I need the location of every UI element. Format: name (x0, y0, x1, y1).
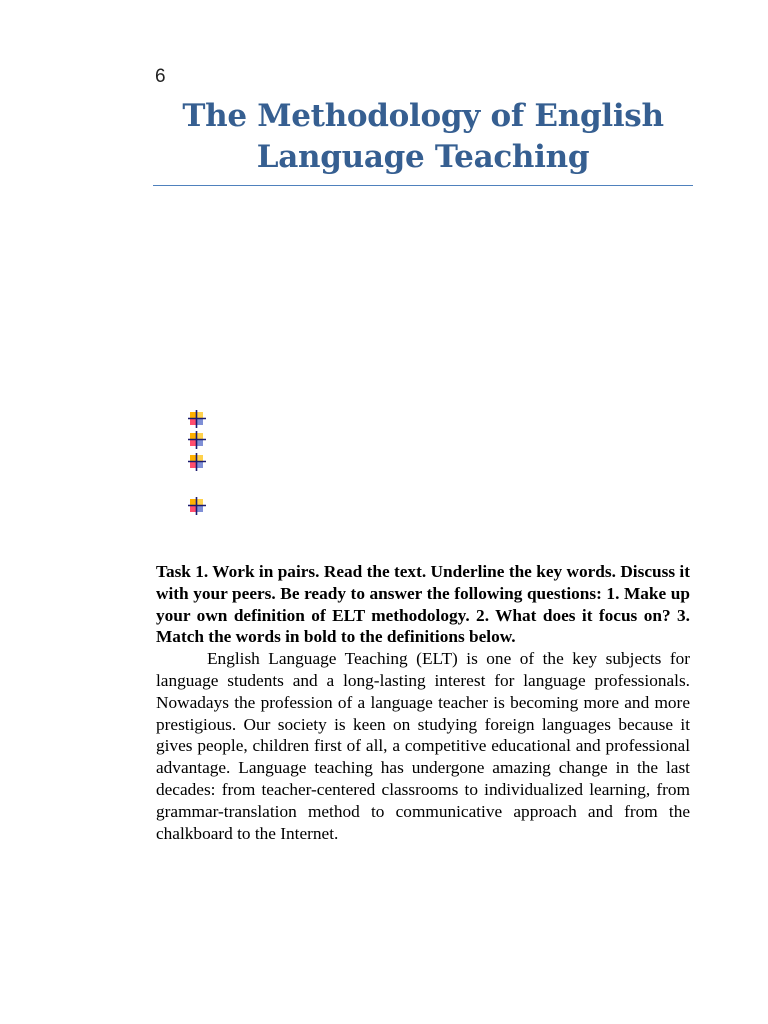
body-paragraph: English Language Teaching (ELT) is one of the key subjects for language students and a long-lasting interest for language professionals. Nowadays the profession of a language teacher is becoming more and more prestigious. Our society is keen on studying foreign languages because it gives people, children first of all, a competitive educational and professional advantage. Language teaching has undergone amazing change in the last decades: from teacher-centered classrooms to individualized learning, from grammar-translation method to communicative approach and from the chalkboard to the Internet. (156, 649, 690, 843)
task-heading: Task 1. Work in pairs. Read the text. Underline the key words. Discuss it with your peers. Be ready to answer the following questions: 1. Make up your own definition of ELT methodology. 2. What does it focus on? 3. Match the words in bold to the definitions below. (156, 562, 690, 647)
page-number: 6 (155, 66, 166, 87)
task-block (156, 561, 690, 844)
four-square-bullet-icon (188, 431, 206, 449)
four-square-bullet-icon (188, 497, 206, 515)
four-square-bullet-icon (188, 453, 206, 471)
chapter-title: The Methodology of English Language Teaching (182, 98, 664, 175)
title-divider (153, 185, 693, 186)
bullet-item (188, 497, 206, 515)
bullet-item (188, 453, 206, 471)
four-square-bullet-icon (188, 410, 206, 428)
bullet-item (188, 431, 206, 449)
bullet-item (188, 410, 206, 428)
